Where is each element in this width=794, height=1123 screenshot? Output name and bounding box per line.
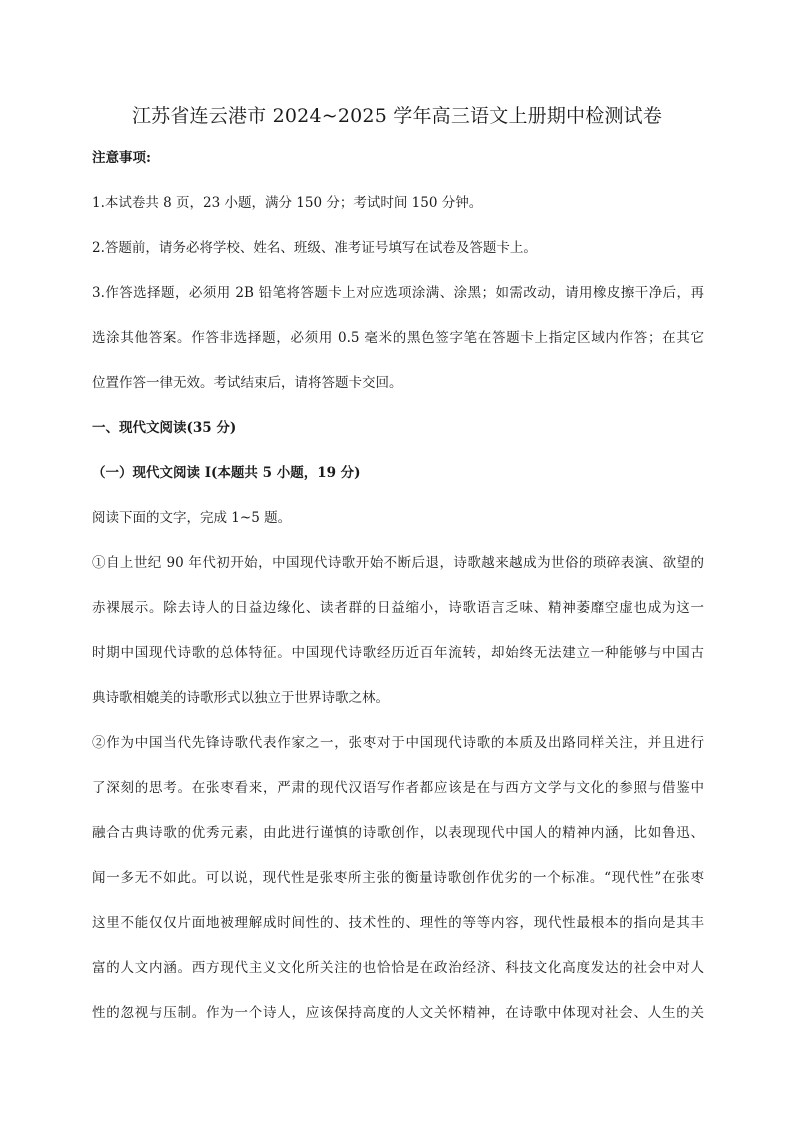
- paragraph-2-line-7: 性的忽视与压制。作为一个诗人，应该保持高度的人文关怀精神，在诗歌中体现对社会、人生的关: [92, 1005, 704, 1021]
- paragraph-2-line-4: 闻一多无不如此。可以说，现代性是张枣所主张的衡量诗歌创作优劣的一个标准。“现代性”在张枣: [92, 870, 704, 886]
- paragraph-2-line-6: 富的人文内涵。西方现代主义文化所关注的也恰恰是在政治经济、科技文化高度发达的社会中对人: [92, 960, 704, 976]
- paragraph-2-line-2: 了深刻的思考。在张枣看来，严肃的现代汉语写作者都应该是在与西方文学与文化的参照与借鉴中: [92, 780, 704, 796]
- paragraph-2-line-5: 这里不能仅仅片面地被理解成时间性的、技术性的、理性的等等内容，现代性最根本的指向是其丰: [92, 915, 704, 931]
- subsection-heading: （一）现代文阅读 I(本题共 5 小题，19 分): [92, 465, 361, 481]
- notice-item-3-line-3: 位置作答一律无效。考试结束后，请将答题卡交回。: [92, 375, 403, 391]
- notice-item-2: 2.答题前，请务必将学校、姓名、班级、准考证号填写在试卷及答题卡上。: [92, 240, 537, 256]
- paragraph-1-line-3: 时期中国现代诗歌的总体特征。中国现代诗歌经历近百年流转，却始终无法建立一种能够与中国古: [92, 645, 704, 661]
- section-heading: 一、现代文阅读(35 分): [92, 420, 237, 436]
- reading-instruction: 阅读下面的文字，完成 1~5 题。: [92, 510, 292, 526]
- paragraph-1-line-2: 赤裸展示。除去诗人的日益边缘化、读者群的日益缩小，诗歌语言乏味、精神萎靡空虚也成为这一: [92, 600, 704, 616]
- paragraph-2-line-3: 融合古典诗歌的优秀元素，由此进行谨慎的诗歌创作，以表现现代中国人的精神内涵，比如鲁迅、: [92, 825, 704, 841]
- notice-item-3-line-1: 3.作答选择题，必须用 2B 铅笔将答题卡上对应选项涂满、涂黑；如需改动，请用橡皮擦干净后，再: [92, 285, 704, 301]
- paragraph-1-line-1: ①自上世纪 90 年代初开始，中国现代诗歌开始不断后退，诗歌越来越成为世俗的琐碎表演、欲望的: [92, 555, 704, 571]
- page-title: 江苏省连云港市 2024~2025 学年高三语文上册期中检测试卷: [131, 105, 663, 127]
- paragraph-2-line-1: ②作为中国当代先锋诗歌代表作家之一，张枣对于中国现代诗歌的本质及出路同样关注，并且进行: [92, 735, 704, 751]
- notice-item-1: 1.本试卷共 8 页，23 小题，满分 150 分；考试时间 150 分钟。: [92, 195, 483, 211]
- notice-heading: 注意事项:: [92, 150, 151, 166]
- paragraph-1-line-4: 典诗歌相媲美的诗歌形式以独立于世界诗歌之林。: [92, 690, 389, 706]
- notice-item-3-line-2: 选涂其他答案。作答非选择题，必须用 0.5 毫米的黑色签字笔在答题卡上指定区域内作答；在其它: [92, 330, 704, 346]
